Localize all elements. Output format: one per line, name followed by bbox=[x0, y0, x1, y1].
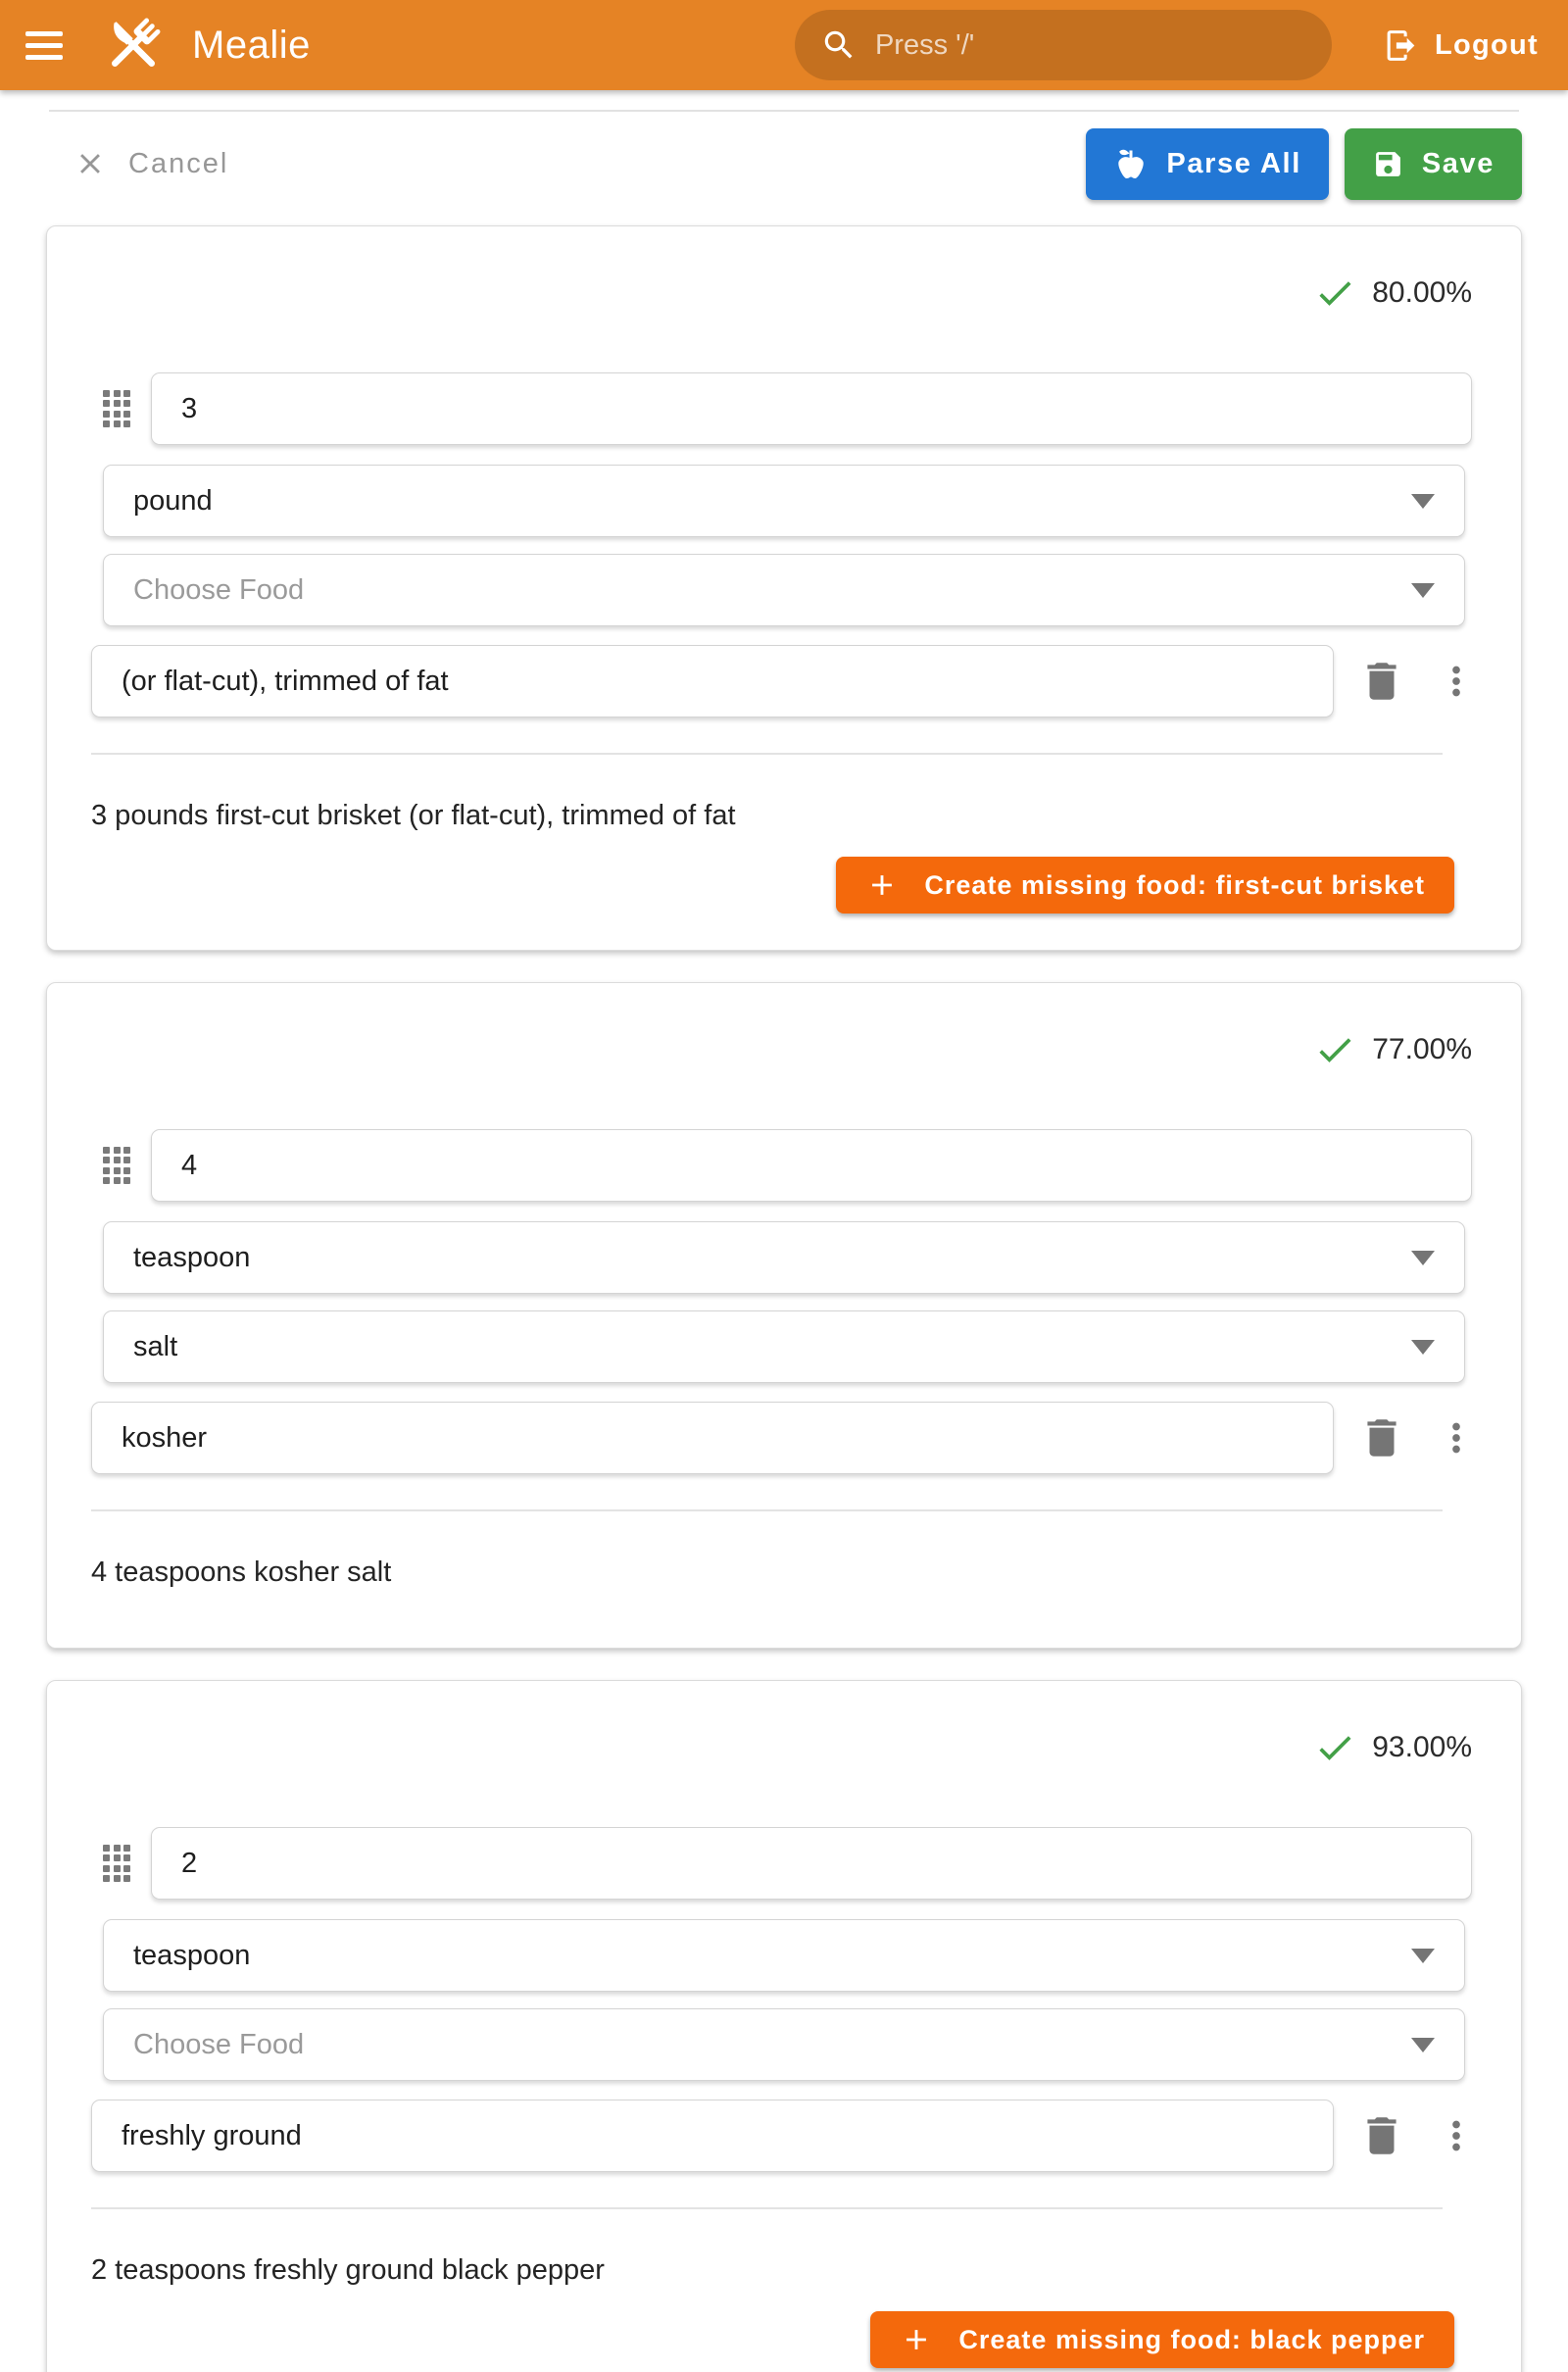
unit-value: pound bbox=[133, 484, 213, 517]
food-select[interactable] bbox=[103, 2008, 1465, 2081]
unit-select[interactable] bbox=[103, 1919, 1465, 1992]
create-missing-food-label: Create missing food: first-cut brisket bbox=[924, 869, 1425, 900]
confidence-value: 77.00% bbox=[1372, 1033, 1472, 1065]
create-missing-food-label: Create missing food: black pepper bbox=[958, 2324, 1425, 2354]
search-icon bbox=[820, 26, 858, 64]
delete-button[interactable] bbox=[1357, 657, 1406, 706]
apple-icon bbox=[1113, 146, 1149, 181]
create-missing-food-button[interactable] bbox=[870, 2311, 1454, 2368]
original-ingredient-text: 2 teaspoons freshly ground black pepper bbox=[91, 2254, 605, 2286]
search-bar[interactable] bbox=[795, 10, 1332, 80]
drag-handle[interactable] bbox=[103, 1845, 130, 1883]
food-select[interactable] bbox=[103, 554, 1465, 626]
check-icon bbox=[1313, 1726, 1356, 1769]
parse-all-label: Parse All bbox=[1166, 147, 1301, 179]
mealie-logo-icon bbox=[100, 12, 167, 78]
dots-vertical-icon bbox=[1434, 2113, 1479, 2158]
trash-icon bbox=[1357, 1413, 1406, 1462]
chevron-down-icon bbox=[1411, 1340, 1435, 1355]
logout-icon bbox=[1383, 27, 1419, 64]
unit-select[interactable] bbox=[103, 1221, 1465, 1294]
food-placeholder: Choose Food bbox=[133, 2028, 305, 2060]
search-input[interactable] bbox=[875, 29, 1306, 62]
confidence-value: 80.00% bbox=[1372, 276, 1472, 309]
confidence-row bbox=[47, 1681, 1521, 1769]
app-header bbox=[0, 0, 1568, 90]
create-missing-food-button[interactable] bbox=[836, 857, 1454, 914]
cancel-label: Cancel bbox=[128, 147, 229, 179]
confidence-row bbox=[47, 226, 1521, 315]
dots-vertical-icon bbox=[1434, 1415, 1479, 1460]
unit-select[interactable] bbox=[103, 465, 1465, 537]
chevron-down-icon bbox=[1411, 494, 1435, 509]
hamburger-menu-icon[interactable] bbox=[25, 25, 71, 65]
save-label: Save bbox=[1421, 147, 1494, 179]
delete-button[interactable] bbox=[1357, 2111, 1406, 2160]
parse-all-button[interactable] bbox=[1086, 128, 1328, 200]
dots-vertical-icon bbox=[1434, 659, 1479, 704]
close-icon bbox=[74, 147, 107, 180]
more-options-button[interactable] bbox=[1434, 659, 1479, 704]
confidence-row bbox=[47, 983, 1521, 1071]
food-value: salt bbox=[133, 1330, 178, 1362]
chevron-down-icon bbox=[1411, 1949, 1435, 1963]
chevron-down-icon bbox=[1411, 583, 1435, 598]
ingredient-card bbox=[46, 225, 1522, 951]
save-button[interactable] bbox=[1345, 128, 1522, 200]
drag-handle[interactable] bbox=[103, 1147, 130, 1185]
delete-button[interactable] bbox=[1357, 1413, 1406, 1462]
quantity-input[interactable] bbox=[151, 1827, 1472, 1900]
check-icon bbox=[1313, 1028, 1356, 1071]
logout-label: Logout bbox=[1434, 28, 1539, 61]
drag-handle[interactable] bbox=[103, 390, 130, 428]
note-input[interactable] bbox=[91, 1402, 1334, 1474]
unit-value: teaspoon bbox=[133, 1939, 251, 1971]
confidence-value: 93.00% bbox=[1372, 1731, 1472, 1763]
note-input[interactable] bbox=[91, 2100, 1334, 2172]
app-title: Mealie bbox=[192, 23, 311, 67]
chevron-down-icon bbox=[1411, 2038, 1435, 2052]
top-divider bbox=[49, 110, 1519, 112]
plus-icon bbox=[900, 2323, 933, 2356]
trash-icon bbox=[1357, 657, 1406, 706]
plus-icon bbox=[865, 868, 899, 902]
original-ingredient-text: 3 pounds first-cut brisket (or flat-cut), trimmed of fat bbox=[91, 800, 736, 831]
ingredient-card bbox=[46, 982, 1522, 1649]
quantity-input[interactable] bbox=[151, 1129, 1472, 1202]
parser-toolbar bbox=[46, 127, 1522, 200]
unit-value: teaspoon bbox=[133, 1241, 251, 1273]
note-input[interactable] bbox=[91, 645, 1334, 717]
save-icon bbox=[1372, 148, 1404, 180]
quantity-input[interactable] bbox=[151, 372, 1472, 445]
card-divider bbox=[91, 2207, 1443, 2209]
cancel-button[interactable] bbox=[74, 147, 228, 180]
food-select[interactable] bbox=[103, 1310, 1465, 1383]
card-divider bbox=[91, 1509, 1443, 1511]
ingredient-list bbox=[46, 225, 1522, 2372]
more-options-button[interactable] bbox=[1434, 1415, 1479, 1460]
card-divider bbox=[91, 753, 1443, 755]
ingredient-card bbox=[46, 1680, 1522, 2372]
more-options-button[interactable] bbox=[1434, 2113, 1479, 2158]
original-ingredient-text: 4 teaspoons kosher salt bbox=[91, 1557, 392, 1588]
logout-button[interactable] bbox=[1383, 27, 1539, 64]
trash-icon bbox=[1357, 2111, 1406, 2160]
check-icon bbox=[1313, 272, 1356, 315]
chevron-down-icon bbox=[1411, 1251, 1435, 1265]
food-placeholder: Choose Food bbox=[133, 573, 305, 606]
